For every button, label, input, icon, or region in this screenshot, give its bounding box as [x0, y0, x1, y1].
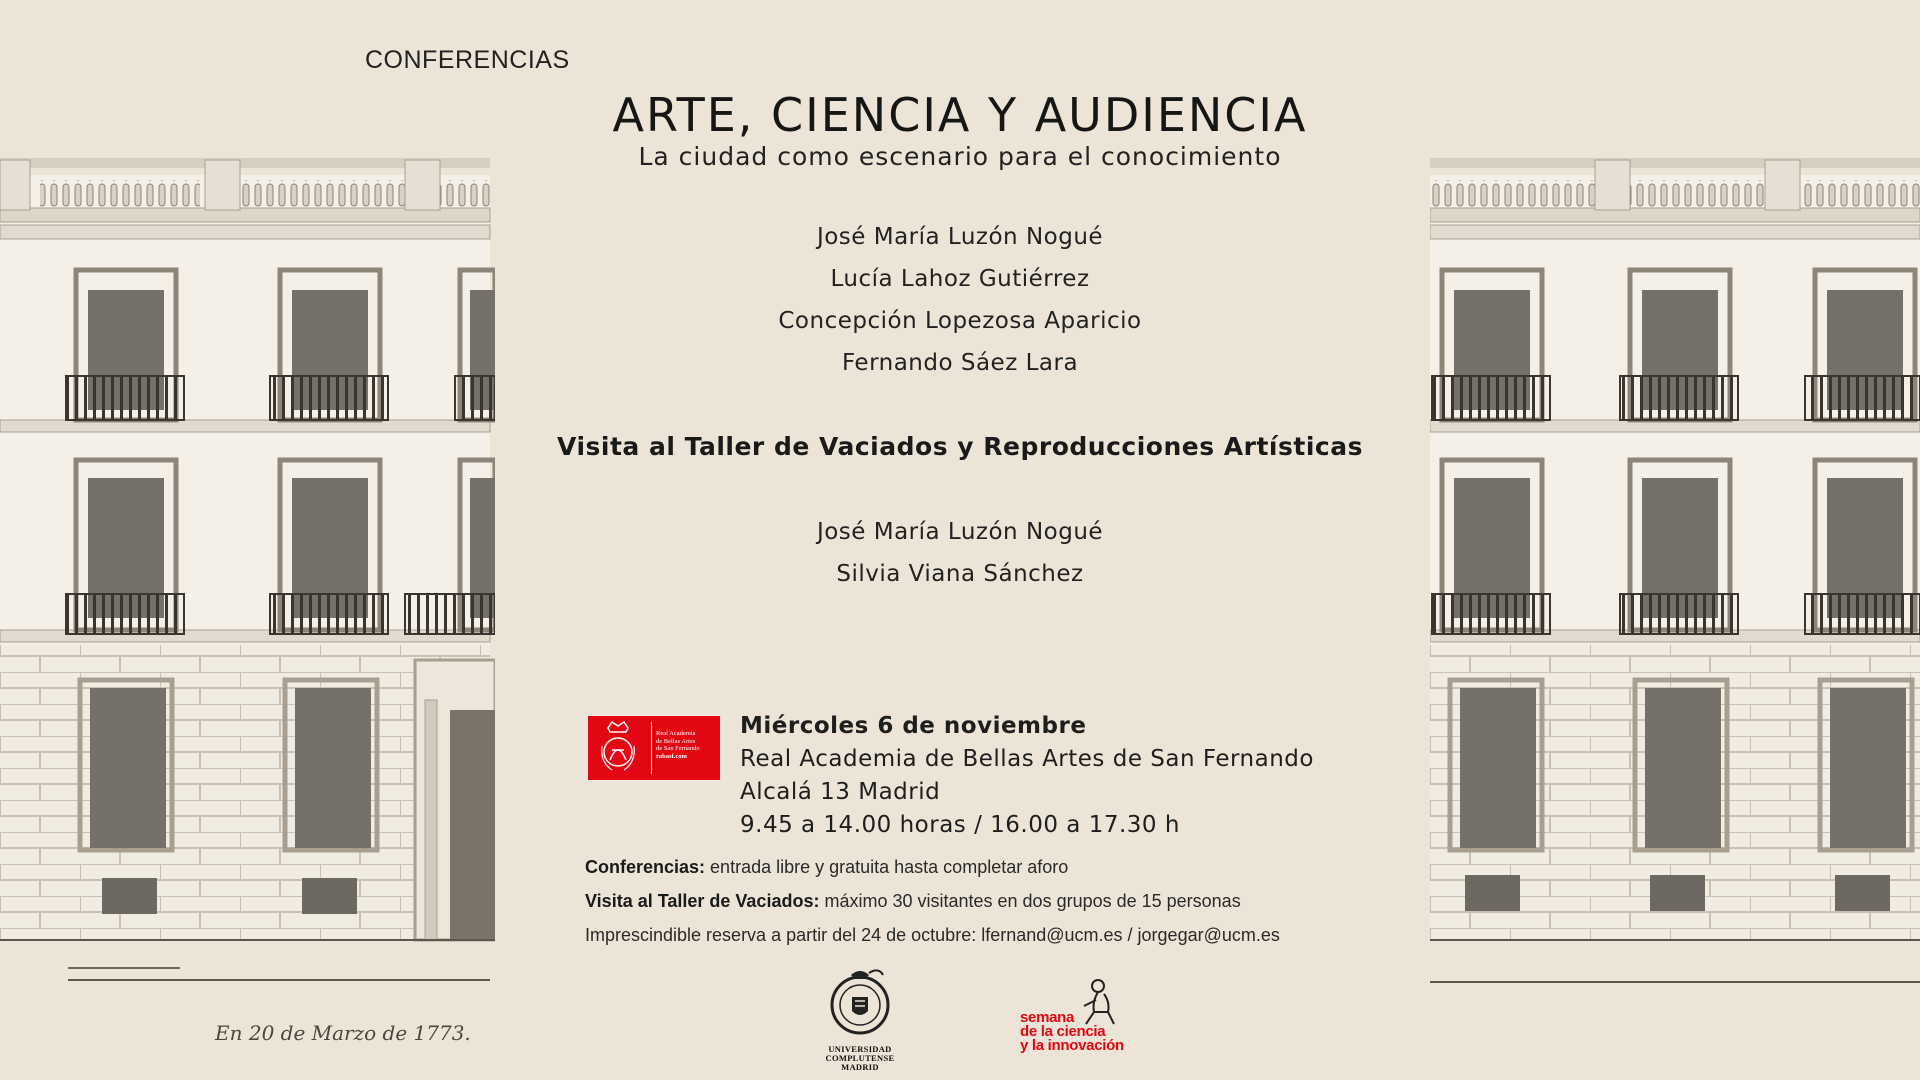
section-kicker: CONFERENCIAS [365, 46, 570, 74]
ucm-logo-text: UNIVERSIDAD COMPLUTENSE MADRID [825, 1044, 895, 1072]
note-reservation: Imprescindible reserva a partir del 24 de octubre: lfernand@ucm.es / jorgegar@ucm.es [585, 925, 1280, 945]
note-conferences: Conferencias: entrada libre y gratuita hasta completar aforo [585, 857, 1069, 877]
event-venue: Real Academia de Bellas Artes de San Fernando [740, 746, 1314, 772]
event-notes [585, 850, 1280, 952]
semana-logo-text: semana de la ciencia y la innovación [1020, 1009, 1124, 1054]
semana-ciencia-logo [1020, 978, 1160, 1058]
visit-title: Visita al Taller de Vaciados y Reproducciones Artísticas [557, 432, 1363, 461]
speaker-name: Fernando Sáez Lara [841, 350, 1079, 376]
event-address: Alcalá 13 Madrid [740, 779, 941, 805]
rabasf-logo-text: Real Academia de Bellas Artes de San Fernando rabasf.com [656, 730, 700, 760]
drawing-inscription: En 20 de Marzo de 1773. [215, 1021, 471, 1045]
ucm-logo [795, 965, 925, 1072]
event-date: Miércoles 6 de noviembre [740, 713, 1087, 739]
crown-crest-icon [588, 716, 648, 780]
page-subtitle: La ciudad como escenario para el conocimiento [638, 142, 1282, 171]
visit-speakers [0, 511, 1920, 595]
event-hours: 9.45 a 14.00 horas / 16.00 a 17.30 h [740, 812, 1180, 838]
conference-speakers [0, 216, 1920, 384]
speaker-name: José María Luzón Nogué [816, 224, 1104, 250]
speaker-name: Silvia Viana Sánchez [836, 561, 1084, 587]
event-details [740, 710, 1314, 842]
rabasf-logo [588, 716, 720, 780]
speaker-name: Concepción Lopezosa Aparicio [778, 308, 1142, 334]
note-visit: Visita al Taller de Vaciados: máximo 30 visitantes en dos grupos de 15 personas [585, 891, 1241, 911]
university-seal-icon [825, 965, 895, 1041]
speaker-name: Lucía Lahoz Gutiérrez [830, 266, 1090, 292]
page-title: ARTE, CIENCIA Y AUDIENCIA [612, 88, 1308, 142]
speaker-name: José María Luzón Nogué [816, 519, 1104, 545]
